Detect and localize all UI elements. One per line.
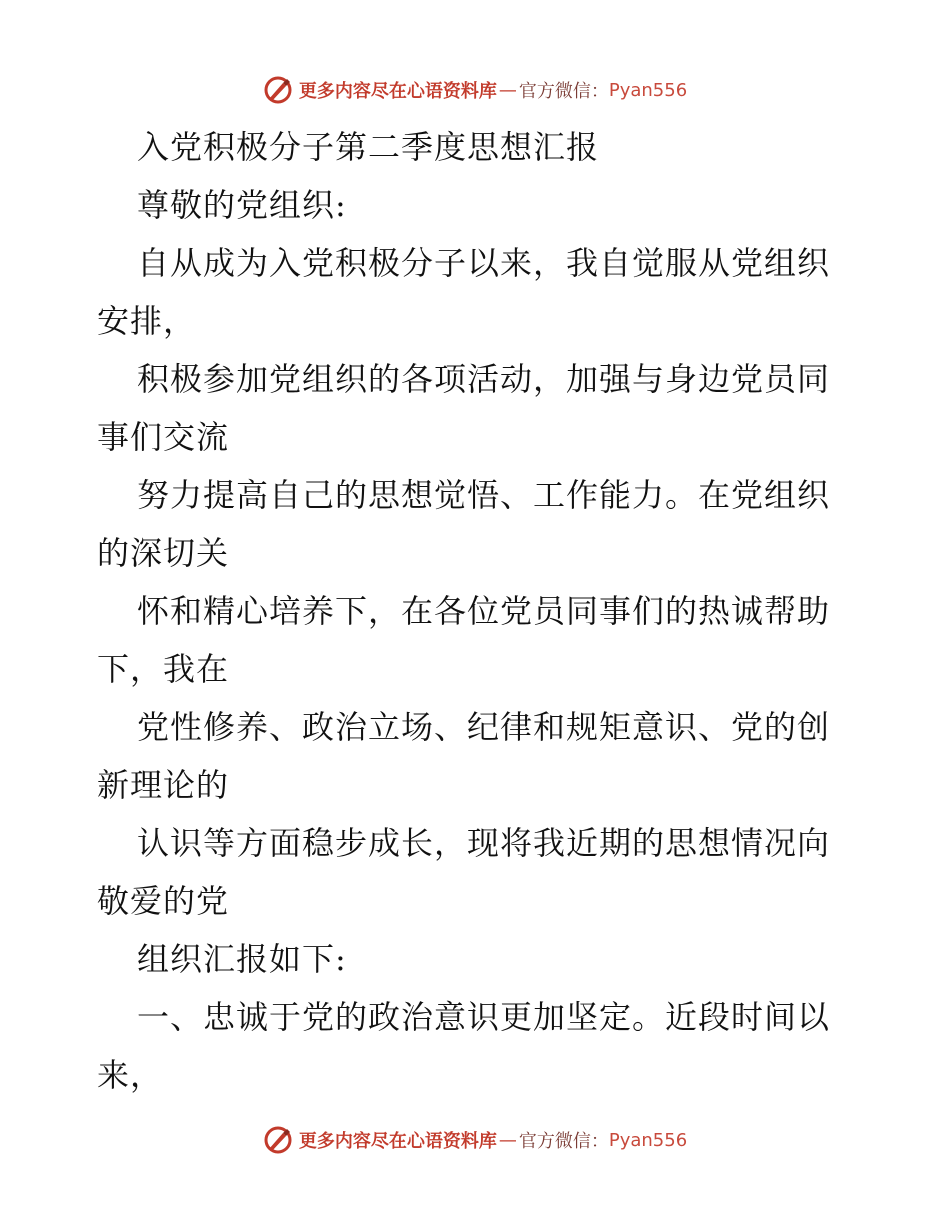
text-line: 努力提高自己的思想觉悟、工作能力。在党组织 (137, 476, 831, 514)
text-line: 来， (97, 1056, 164, 1094)
document-body (97, 118, 857, 1104)
text-line: 的深切关 (97, 534, 230, 572)
pen-logo-icon (263, 75, 293, 105)
text-line: 一、忠诚于党的政治意识更加坚定。近段时间以 (137, 998, 831, 1036)
watermark-official-label: 官方微信： (518, 1131, 609, 1152)
text-line: 事们交流 (97, 418, 230, 456)
watermark-main-text: 更多内容尽在心语资料库 (298, 1131, 497, 1152)
text-line: 自从成为入党积极分子以来，我自觉服从党组织 (137, 244, 831, 282)
watermark-wechat-id: Pyan556 (608, 79, 688, 101)
text-line: 组织汇报如下: (137, 940, 347, 978)
text-line: 入党积极分子第二季度思想汇报 (137, 128, 600, 166)
pen-logo-icon (263, 1125, 293, 1155)
footer-watermark (0, 1122, 950, 1158)
watermark-official-label: 官方微信： (518, 81, 609, 102)
text-line: 党性修养、政治立场、纪律和规矩意识、党的创 (137, 708, 831, 746)
watermark-wechat-id: Pyan556 (608, 1129, 688, 1151)
watermark-separator: — (498, 79, 517, 101)
text-line: 积极参加党组织的各项活动，加强与身边党员同 (137, 360, 831, 398)
watermark-separator: — (498, 1129, 517, 1151)
watermark-main-text: 更多内容尽在心语资料库 (298, 81, 497, 102)
text-line: 新理论的 (97, 766, 230, 804)
text-line: 下，我在 (97, 650, 230, 688)
text-line: 怀和精心培养下，在各位党员同事们的热诚帮助 (137, 592, 831, 630)
text-line: 尊敬的党组织: (137, 186, 347, 224)
text-line: 认识等方面稳步成长，现将我近期的思想情况向 (137, 824, 831, 862)
text-line: 安排， (97, 302, 197, 340)
text-line: 敬爱的党 (97, 882, 230, 920)
header-watermark (0, 72, 950, 108)
